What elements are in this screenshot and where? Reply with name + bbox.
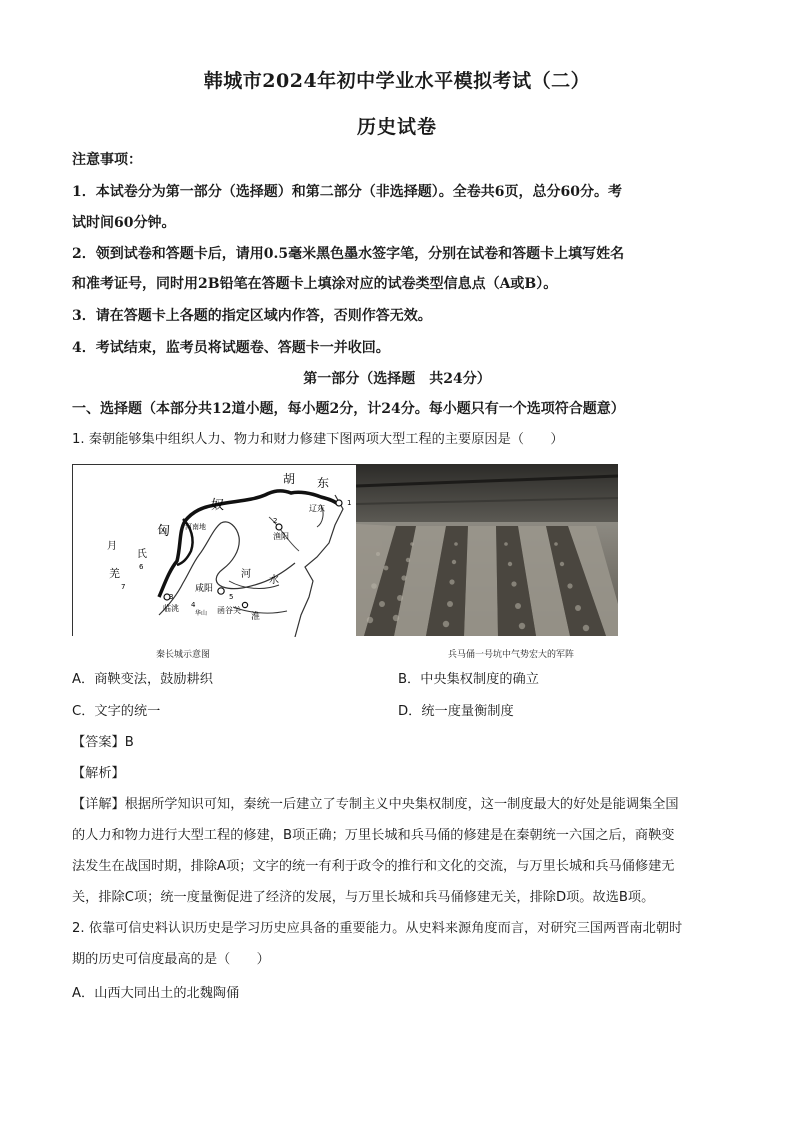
map-label: 华山 bbox=[195, 610, 208, 617]
map-label: 临洮 bbox=[163, 604, 179, 613]
map-label: 胡 bbox=[283, 472, 296, 486]
photo-caption: 兵马俑一号坑中气势宏大的军阵 bbox=[448, 650, 575, 660]
terracotta-army-photo bbox=[356, 464, 618, 636]
question-1-figure bbox=[72, 464, 618, 636]
analysis-tag: 【解析】 bbox=[72, 766, 125, 781]
map-label: 月 bbox=[107, 541, 117, 552]
map-label: 4 bbox=[191, 601, 196, 609]
map-label: 水 bbox=[269, 575, 279, 586]
map-label: 6 bbox=[139, 563, 144, 571]
map-drawing bbox=[73, 465, 357, 637]
page-subtitle: 历史试卷 bbox=[356, 116, 437, 138]
option-a: A．商鞅变法，鼓励耕织 bbox=[72, 672, 213, 687]
part-heading: 第一部分（选择题 共24分） bbox=[303, 371, 491, 387]
page-title: 韩城市2024年初中学业水平模拟考试（二） bbox=[203, 70, 591, 92]
question-2-stem: 2. 依靠可信史料认识历史是学习历史应具备的重要能力。从史料来源角度而言，对研究三国两晋南北朝时 bbox=[72, 921, 683, 936]
map-label: 匈 bbox=[157, 524, 171, 539]
option-c: C．文字的统一 bbox=[72, 704, 161, 719]
question-2-stem: 期的历史可信度最高的是（ ） bbox=[72, 952, 270, 967]
map-label: 7 bbox=[121, 583, 126, 591]
notice-line: 和准考证号，同时用2B铅笔在答题卡上填涂对应的试卷类型信息点（A或B）。 bbox=[72, 276, 558, 292]
option-b: B．中央集权制度的确立 bbox=[398, 672, 539, 687]
section-heading: 一、选择题（本部分共12道小题，每小题2分，计24分。每小题只有一个选项符合题意） bbox=[72, 401, 625, 417]
map-label: 咸阳 bbox=[195, 584, 214, 594]
map-label: 1 bbox=[347, 499, 352, 507]
notice-line: 4．考试结束，监考员将试题卷、答题卡一并收回。 bbox=[72, 340, 390, 356]
map-label: 淮 bbox=[251, 612, 261, 622]
option-d: D．统一度量衡制度 bbox=[398, 704, 514, 719]
detail-line: 关，排除C项；统一度量衡促进了经济的发展，与万里长城和兵马俑修建无关，排除D项。故选B项。 bbox=[72, 890, 655, 905]
map-label: 5 bbox=[229, 593, 234, 601]
notice-line: 2．领到试卷和答题卡后，请用0.5毫米黑色墨水签字笔，分别在试卷和答题卡上填写姓名 bbox=[72, 246, 625, 262]
notice-heading: 注意事项： bbox=[72, 152, 142, 168]
map-label: 渔阳 bbox=[273, 532, 289, 541]
great-wall-map bbox=[72, 464, 356, 636]
map-label: 东 bbox=[317, 476, 330, 490]
map-label: 河 bbox=[241, 569, 251, 580]
terracotta-illustration bbox=[356, 464, 618, 636]
notice-line: 3．请在答题卡上各题的指定区域内作答，否则作答无效。 bbox=[72, 308, 432, 324]
question-1-stem: 1. 秦朝能够集中组织人力、物力和财力修建下图两项大型工程的主要原因是（ ） bbox=[72, 432, 564, 447]
map-label: 氏 bbox=[137, 549, 147, 560]
detail-line: 【详解】根据所学知识可知，秦统一后建立了专制主义中央集权制度，这一制度最大的好处是能调集全国 bbox=[72, 797, 679, 812]
map-label: 奴 bbox=[211, 498, 225, 513]
map-label: 河南地 bbox=[185, 523, 206, 531]
notice-line: 试时间60分钟。 bbox=[72, 215, 176, 231]
notice-line: 1．本试卷分为第一部分（选择题）和第二部分（非选择题）。全卷共6页，总分60分。考 bbox=[72, 184, 622, 200]
detail-line: 法发生在战国时期，排除A项；文字的统一有利于政令的推行和文化的交流，与万里长城和兵马俑修建无 bbox=[72, 859, 675, 874]
detail-line: 的人力和物力进行大型工程的修建，B项正确；万里长城和兵马俑的修建是在秦朝统一六国之后，商鞅变 bbox=[72, 828, 675, 843]
map-label: 函谷关 bbox=[217, 606, 241, 615]
map-label: 辽东 bbox=[309, 504, 325, 513]
map-label: 羌 bbox=[109, 567, 120, 580]
map-label: 3 bbox=[169, 593, 174, 601]
map-caption: 秦长城示意图 bbox=[156, 650, 211, 660]
question-2-option-a: A．山西大同出土的北魏陶俑 bbox=[72, 986, 240, 1001]
map-label: 2 bbox=[273, 517, 278, 525]
answer: 【答案】B bbox=[72, 735, 134, 750]
